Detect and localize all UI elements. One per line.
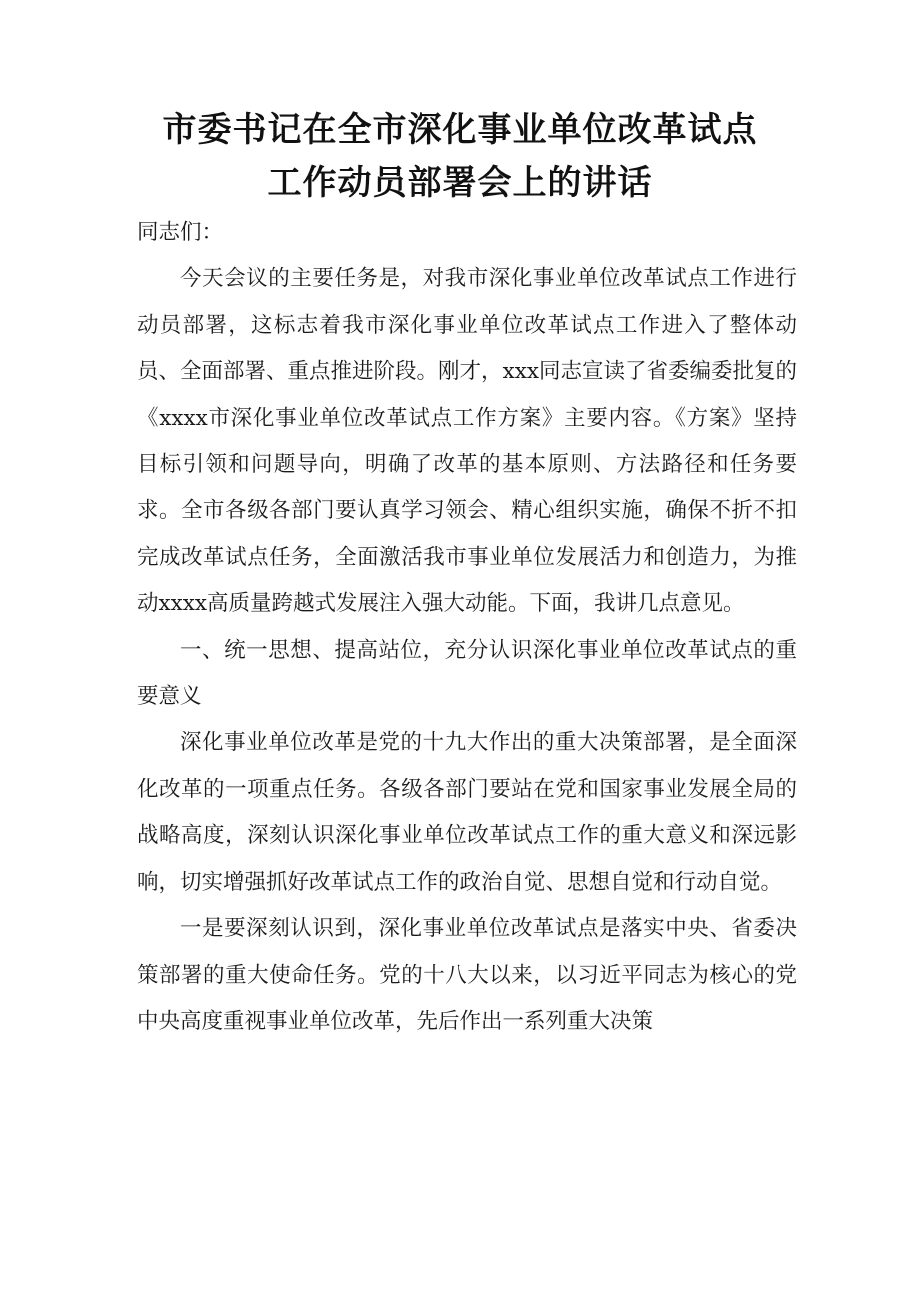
document-title-line-2: 工作动员部署会上的讲话 — [267, 163, 653, 203]
paragraph-significance: 深化事业单位改革是党的十九大作出的重大决策部署，是全面深化改革的一项重点任务。各级各部门要站在党和国家事业发展全局的战略高度，深刻认识深化事业单位改革试点工作的重大意义和深远影响，切实增强抓好改革试点工作的政治自觉、思想自觉和行动自觉。 — [137, 730, 797, 895]
paragraph-intro: 今天会议的主要任务是，对我市深化事业单位改革试点工作进行动员部署，这标志着我市深化事业单位改革试点工作进入了整体动员、全面部署、重点推进阶段。刚才，xxx同志宣读了省委编委批复的《xxxx市深化事业单位改革试点工作方案》主要内容。《方案》坚持目标引领和问题导向，明确了改革的基本原则、方法路径和任务要求。全市各级各部门要认真学习领会、精心组织实施，确保不折不扣完成改革试点任务，全面激活我市事业单位发展活力和创造力，为推动xxxx高质量跨越式发展注入强大动能。下面，我讲几点意见。 — [137, 266, 797, 617]
salutation: 同志们： — [137, 220, 224, 245]
section-heading-1: 一、统一思想、提高站位，充分认识深化事业单位改革试点的重要意义 — [137, 637, 797, 710]
document-body — [137, 210, 797, 1045]
paragraph-point-one: 一是要深刻认识到，深化事业单位改革试点是落实中央、省委决策部署的重大使命任务。党的十八大以来，以习近平同志为核心的党中央高度重视事业单位改革，先后作出一系列重大决策 — [137, 916, 797, 1034]
document-title-line-1: 市委书记在全市深化事业单位改革试点 — [162, 110, 758, 150]
